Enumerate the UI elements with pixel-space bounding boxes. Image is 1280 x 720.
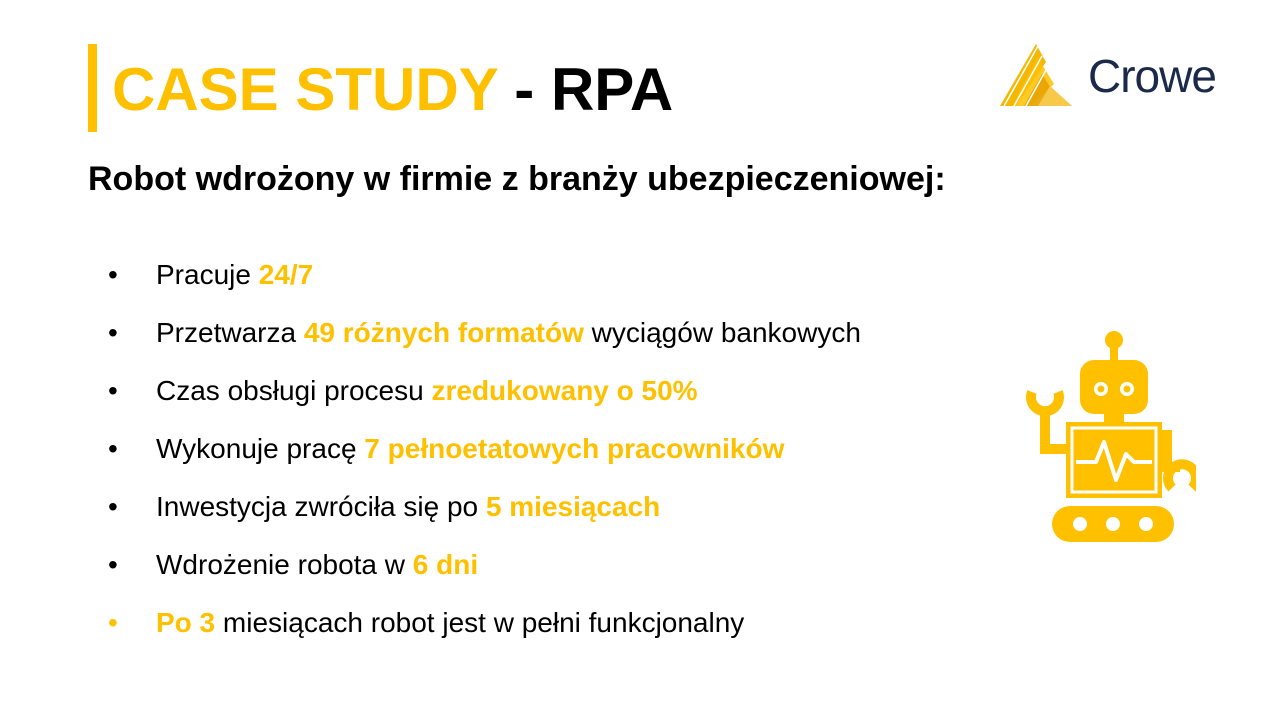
- bullet-highlight: Po 3: [156, 607, 216, 638]
- bullet-text-before: Pracuje: [156, 259, 259, 290]
- bullet-dot: •: [108, 491, 118, 522]
- page-title-highlight: CASE STUDY: [112, 56, 498, 123]
- subtitle: Robot wdrożony w firmie z branży ubezpieczeniowej:: [88, 160, 946, 198]
- bullet-dot: •: [108, 259, 118, 290]
- bullet-text: [156, 478, 660, 536]
- bullet-dot: •: [108, 607, 118, 638]
- page-title: [112, 50, 673, 130]
- bullet-text-before: Czas obsługi procesu: [156, 375, 432, 406]
- bullet-text-before: Inwestycja zwróciła się po: [156, 491, 486, 522]
- bullet-highlight: zredukowany o 50%: [431, 375, 698, 406]
- bullet-text: [156, 362, 698, 420]
- title-accent-bar: [88, 44, 97, 132]
- crowe-mountain-logo-icon: [1000, 40, 1078, 110]
- bullet-dot: •: [108, 549, 118, 580]
- bullet-highlight: 5 miesiącach: [485, 491, 661, 522]
- bullet-text: [156, 304, 861, 362]
- bullet-dot: •: [108, 375, 118, 406]
- bullet-text: [156, 420, 784, 478]
- bullet-highlight: 49 różnych formatów: [303, 317, 584, 348]
- bullet-highlight: 24/7: [258, 259, 314, 290]
- bullet-text-after: wyciągów bankowych: [583, 317, 861, 348]
- robot-icon: [1026, 330, 1196, 546]
- crowe-logo-text: Crowe: [1088, 50, 1216, 102]
- bullet-text-before: Wdrożenie robota w: [156, 549, 413, 580]
- bullet-highlight: 6 dni: [412, 549, 479, 580]
- bullet-text-before: Przetwarza: [156, 317, 304, 348]
- bullet-dot: •: [108, 317, 118, 348]
- crowe-logo: [1000, 40, 1240, 112]
- bullet-text-after: miesiącach robot jest w pełni funkcjonalny: [215, 607, 745, 638]
- bullet-text-before: Wykonuje pracę: [156, 433, 365, 464]
- bullet-text: [156, 594, 744, 652]
- bullet-highlight: 7 pełnoetatowych pracowników: [364, 433, 785, 464]
- page-title-rest: - RPA: [497, 56, 674, 123]
- bullet-text: [156, 246, 313, 304]
- bullet-dot: •: [108, 433, 118, 464]
- bullet-text: [156, 536, 478, 594]
